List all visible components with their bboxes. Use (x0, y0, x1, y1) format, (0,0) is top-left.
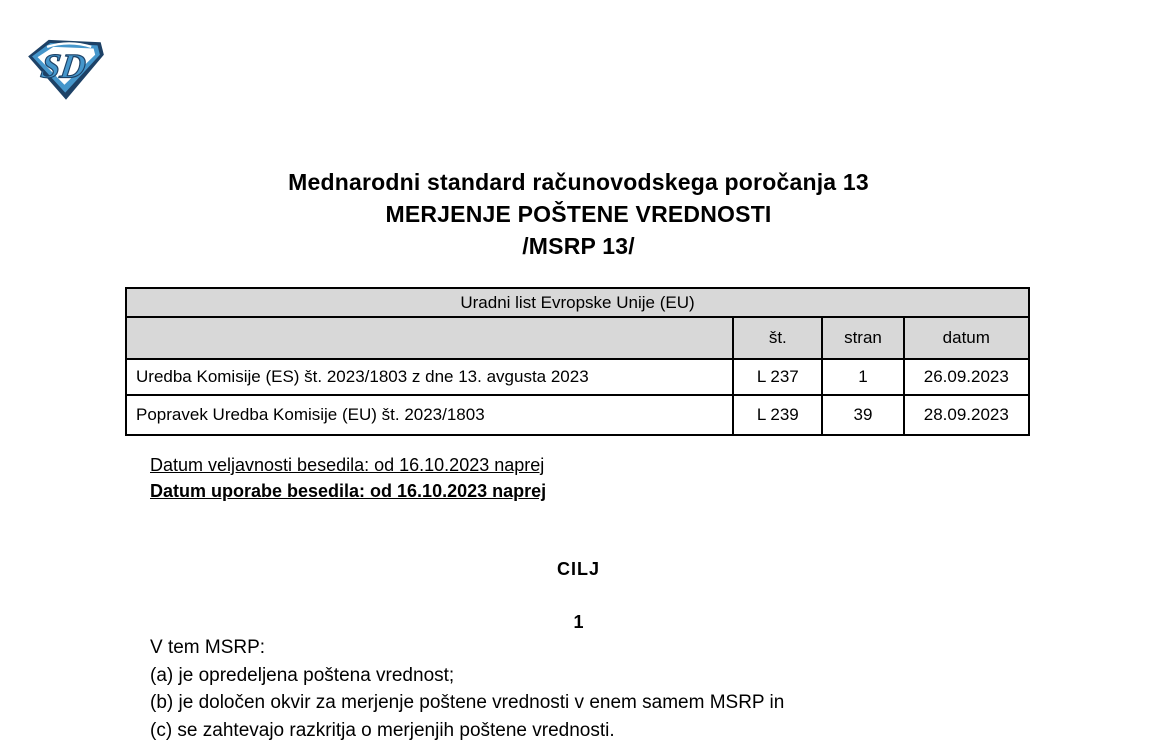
row-2-number: L 239 (733, 395, 822, 435)
validity-date-line: Datum veljavnosti besedila: od 16.10.2023 naprej (150, 455, 545, 475)
title-line-2: MERJENJE POŠTENE VREDNOSTI (385, 201, 772, 227)
row-2-description: Popravek Uredba Komisije (EU) št. 2023/1803 (126, 395, 733, 435)
row-2-date: 28.09.2023 (904, 395, 1029, 435)
table-title-cell: Uradni list Evropske Unije (EU) (126, 288, 1029, 317)
paragraph-item-a: (a) je opredeljena poštena vrednost; (150, 664, 455, 686)
table-row (126, 359, 1029, 395)
table-header-row (126, 317, 1029, 359)
row-1-page: 1 (822, 359, 903, 395)
gazette-table (125, 287, 1030, 436)
document-title (0, 166, 1157, 262)
table-title-row (126, 288, 1029, 317)
title-line-1: Mednarodni standard računovodskega poročanja 13 (288, 169, 869, 195)
logo-letters: SD (38, 46, 89, 86)
header-cell-page: stran (822, 317, 903, 359)
row-2-page: 39 (822, 395, 903, 435)
paragraph-item-c: (c) se zahtevajo razkritja o merjenjih poštene vrednosti. (150, 719, 615, 741)
body-paragraph (150, 634, 1030, 743)
paragraph-intro: V tem MSRP: (150, 637, 266, 658)
validity-dates (150, 452, 546, 504)
paragraph-item-b: (b) je določen okvir za merjenje poštene vrednosti v enem samem MSRP in (150, 692, 785, 713)
row-1-description: Uredba Komisije (ES) št. 2023/1803 z dne 13. avgusta 2023 (126, 359, 733, 395)
title-line-3: /MSRP 13/ (522, 233, 635, 259)
header-cell-date: datum (904, 317, 1029, 359)
header-cell-number: št. (733, 317, 822, 359)
section-heading: CILJ (556, 559, 600, 579)
sd-shield-logo (25, 36, 107, 102)
row-1-date: 26.09.2023 (904, 359, 1029, 395)
section-number: 1 (573, 612, 584, 632)
application-date-line: Datum uporabe besedila: od 16.10.2023 naprej (150, 481, 547, 501)
table-row (126, 395, 1029, 435)
header-cell-empty (126, 317, 733, 359)
row-1-number: L 237 (733, 359, 822, 395)
